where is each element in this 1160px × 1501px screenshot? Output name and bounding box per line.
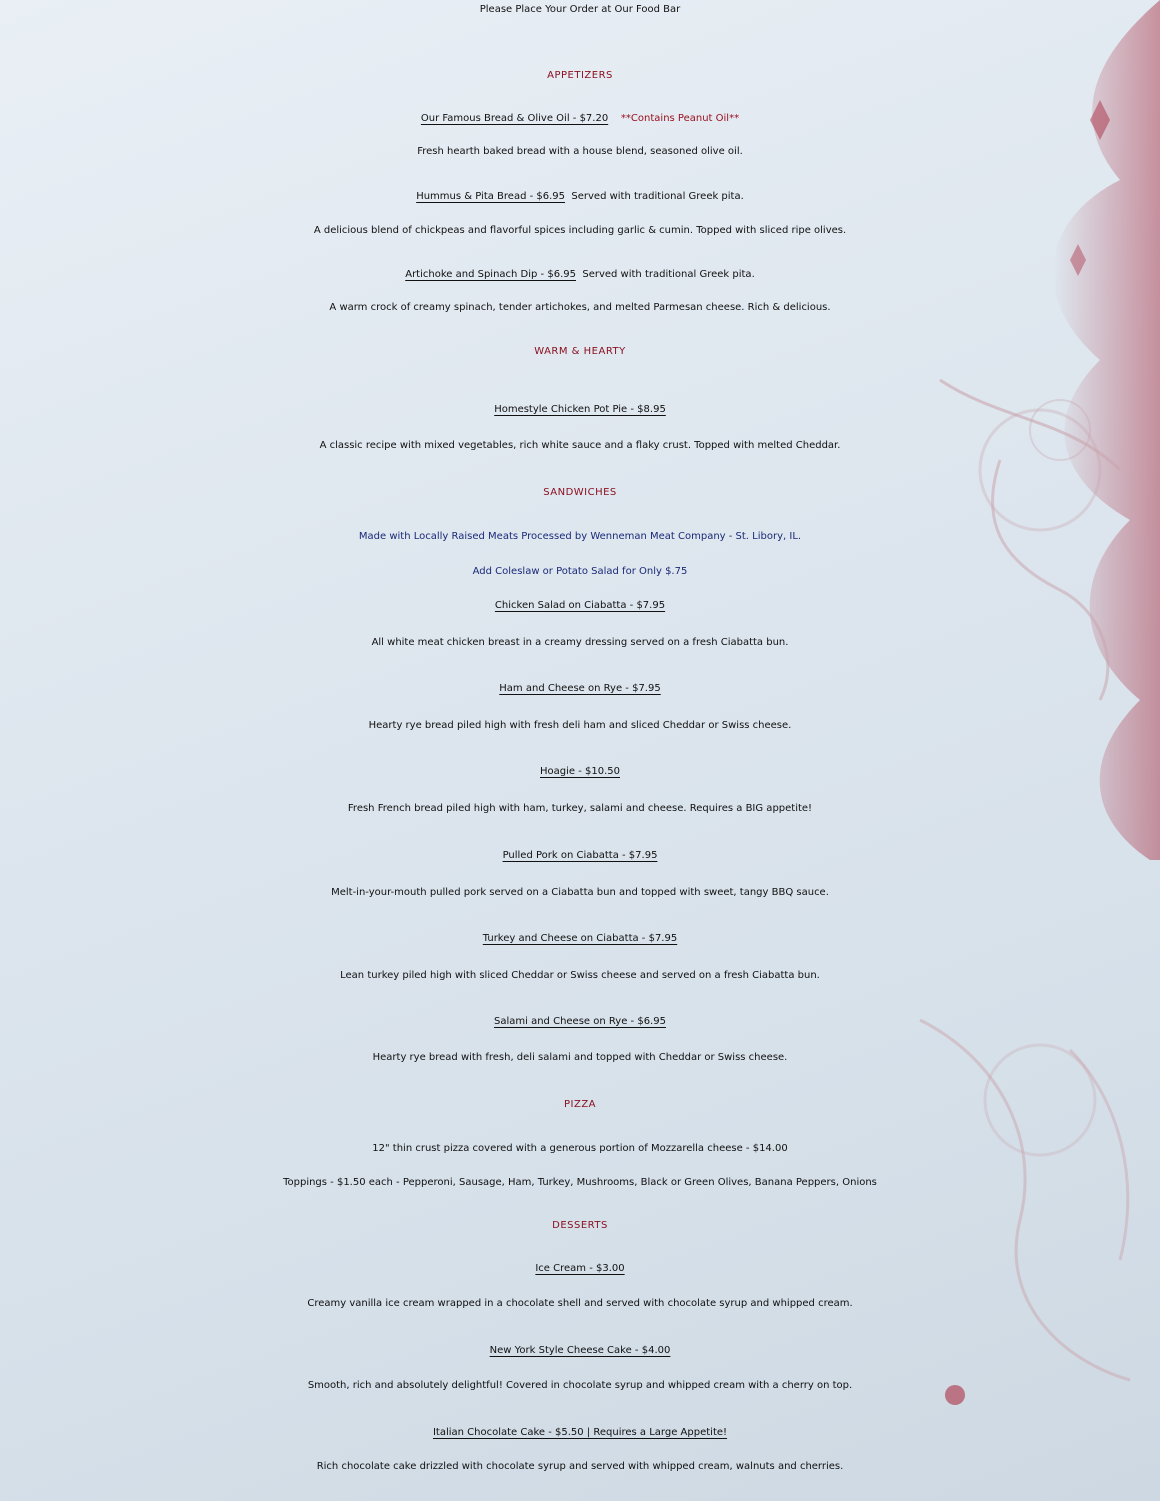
item-name: Chicken Salad on Ciabatta - $7.95 [494,600,666,611]
item-name: Ham and Cheese on Rye - $7.95 [499,683,661,694]
item-name: Homestyle Chicken Pot Pie - $8.95 [494,404,666,415]
item-description: Fresh French bread piled high with ham, turkey, salami and cheese. Requires a BIG appetite! [347,803,813,814]
item-name: Pulled Pork on Ciabatta - $7.95 [502,850,658,861]
item-description: Hearty rye bread with fresh, deli salami and topped with Cheddar or Swiss cheese. [372,1052,788,1063]
item-description: Smooth, rich and absolutely delightful! Covered in chocolate syrup and whipped cream with a cherry on top. [307,1380,853,1391]
menu-item-title [0,600,1160,611]
menu-item-title [0,1345,1160,1356]
item-description: Melt-in-your-mouth pulled pork served on a Ciabatta bun and topped with sweet, tangy BBQ sauce. [331,887,829,898]
item-description: A warm crock of creamy spinach, tender artichokes, and melted Parmesan cheese. Rich & delicious. [329,302,831,313]
item-name: Italian Chocolate Cake - $5.50 | Requires a Large Appetite! [432,1427,728,1438]
menu-item-title [0,850,1160,861]
section-heading-pizza: PIZZA [563,1099,597,1110]
item-description: Fresh hearth baked bread with a house blend, seasoned olive oil. [417,146,743,157]
menu-item-title [0,191,1160,202]
item-description: Hearty rye bread piled high with fresh deli ham and sliced Cheddar or Swiss cheese. [368,720,792,731]
item-name: Hoagie - $10.50 [540,766,620,777]
menu-item-title [0,269,1160,280]
allergy-note: **Contains Peanut Oil** [620,113,740,124]
pizza-description: 12" thin crust pizza covered with a generous portion of Mozzarella cheese - $14.00 [372,1143,788,1154]
pizza-toppings: Toppings - $1.50 each - Pepperoni, Sausage, Ham, Turkey, Mushrooms, Black or Green Olives, Banana Peppers, Onions [283,1177,877,1188]
item-name: Ice Cream - $3.00 [535,1263,625,1274]
menu-item-title [0,766,1160,777]
item-description: A delicious blend of chickpeas and flavorful spices including garlic & cumin. Topped with sliced ripe olives. [313,225,847,236]
section-heading-appetizers: APPETIZERS [547,70,613,81]
item-note: Served with traditional Greek pita. [582,269,755,280]
menu-item-title [0,933,1160,944]
item-name: Our Famous Bread & Olive Oil - $7.20 [420,113,609,124]
item-description: A classic recipe with mixed vegetables, rich white sauce and a flaky crust. Topped with melted Cheddar. [319,440,841,451]
item-description: Rich chocolate cake drizzled with chocolate syrup and served with whipped cream, walnuts and cherries. [316,1461,844,1472]
menu-item-title [0,1427,1160,1438]
section-heading-warm-hearty: WARM & HEARTY [534,346,626,357]
menu-item-title [0,683,1160,694]
item-name: Salami and Cheese on Rye - $6.95 [494,1016,666,1027]
item-description: All white meat chicken breast in a creamy dressing served on a fresh Ciabatta bun. [371,637,789,648]
menu-item-title [0,1016,1160,1027]
item-name: New York Style Cheese Cake - $4.00 [489,1345,671,1356]
menu-item-title [0,404,1160,415]
page-title: Please Place Your Order at Our Food Bar [479,4,681,15]
section-heading-sandwiches: SANDWICHES [543,487,617,498]
menu-item-title [0,1263,1160,1274]
item-note: Served with traditional Greek pita. [571,191,744,202]
menu-item-title [0,113,1160,124]
item-description: Creamy vanilla ice cream wrapped in a chocolate shell and served with chocolate syrup and whipped cream. [307,1298,853,1309]
sandwich-note: Made with Locally Raised Meats Processed by Wenneman Meat Company - St. Libory, IL. [358,531,802,542]
item-name: Turkey and Cheese on Ciabatta - $7.95 [482,933,678,944]
section-heading-desserts: DESSERTS [552,1220,608,1231]
side-offer-note: Add Coleslaw or Potato Salad for Only $.75 [472,566,688,577]
item-description: Lean turkey piled high with sliced Cheddar or Swiss cheese and served on a fresh Ciabatta bun. [340,970,820,981]
item-name: Artichoke and Spinach Dip - $6.95 [405,269,576,280]
item-name: Hummus & Pita Bread - $6.95 [416,191,566,202]
